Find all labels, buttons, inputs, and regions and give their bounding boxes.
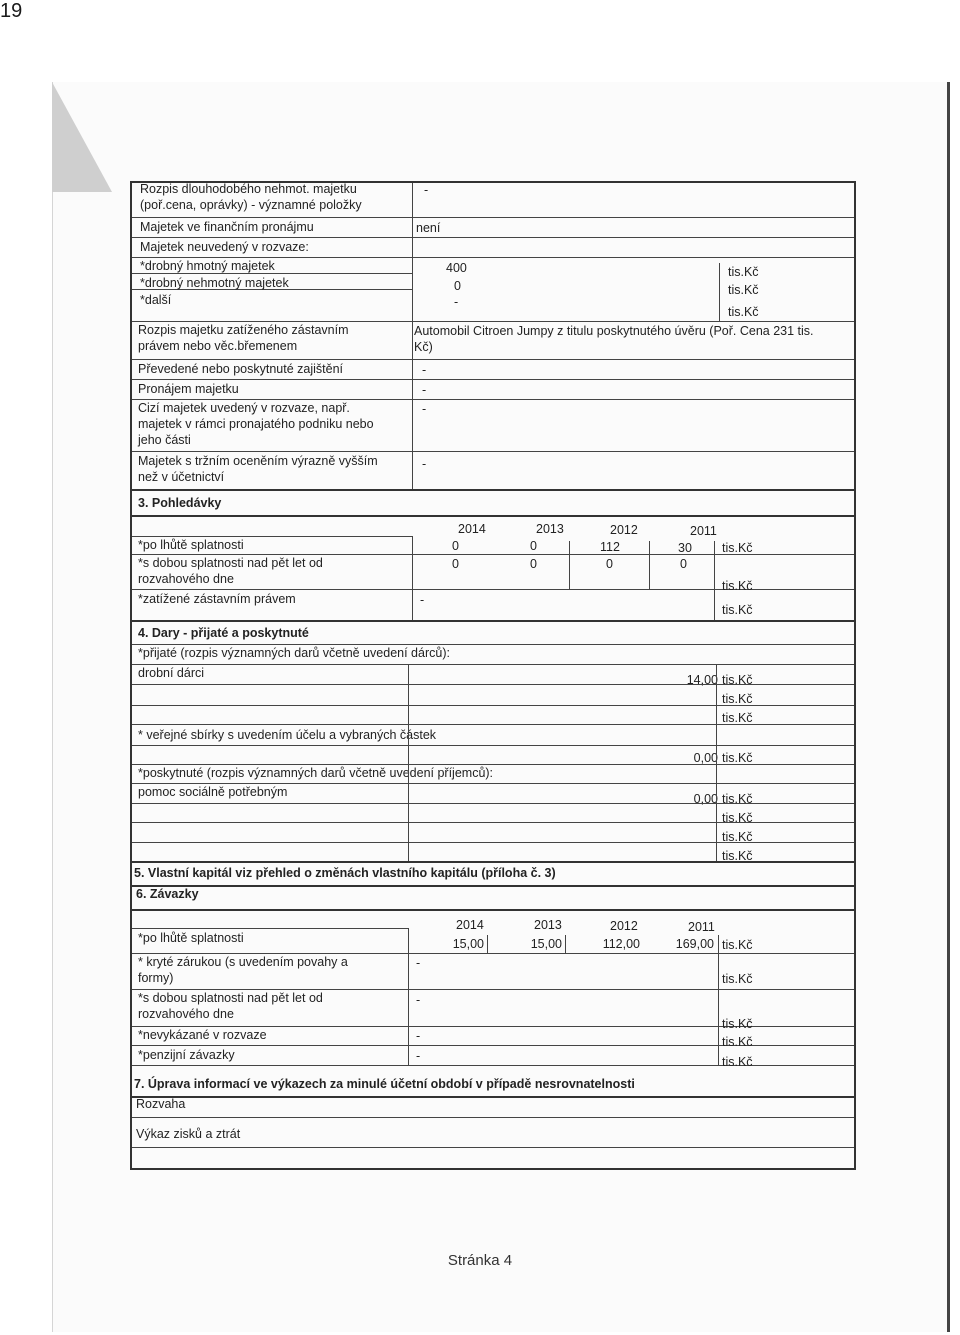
row-off-balance-assets: Majetek neuvedený v rozvaze: <box>140 240 309 254</box>
unit-liabilities-off-balance: tis.Kč <box>722 1035 753 1049</box>
row-small-donors: drobní dárci <box>138 666 205 680</box>
value-foreign-assets: - <box>422 402 427 416</box>
row-pension-liabilities: *penzijní závazky <box>138 1048 235 1062</box>
row-liabilities-guaranteed-line2: formy) <box>138 971 174 985</box>
unit-receivables-long-term: tis.Kč <box>722 579 753 593</box>
row-financial-lease: Majetek ve finančním pronájmu <box>140 220 314 234</box>
row-foreign-assets-line2: majetek v rámci pronajatého podniku nebo <box>138 417 374 431</box>
unit-liabilities-overdue: tis.Kč <box>722 938 753 952</box>
liabilities-overdue-2014: 15,00 <box>452 937 484 951</box>
unit-gifts-empty-3: tis.Kč <box>722 811 753 825</box>
liabilities-overdue-2012: 112,00 <box>602 937 640 951</box>
row-liabilities-overdue: *po lhůtě splatnosti <box>138 931 244 945</box>
row-liabilities-guaranteed-line1: * kryté zárukou (s uvedením povahy a <box>138 955 348 969</box>
liabilities-overdue-2013: 15,00 <box>530 937 562 951</box>
unit-small-donors: tis.Kč <box>722 673 753 687</box>
receivables-year-2013: 2013 <box>536 522 564 536</box>
unit-small-intangible: tis.Kč <box>728 283 759 297</box>
receivables-overdue-2011: 30 <box>678 541 692 555</box>
value-intangible-assets: - <box>424 183 429 197</box>
receivables-long-term-2013: 0 <box>530 557 537 571</box>
row-receivables-long-term-line2: rozvahového dne <box>138 572 234 586</box>
unit-gifts-empty-2: tis.Kč <box>722 711 753 725</box>
row-liabilities-long-term-line2: rozvahového dne <box>138 1007 234 1021</box>
row-market-value-line1: Majetek s tržním oceněním výrazně vyšším <box>138 454 378 468</box>
value-other: - <box>454 295 459 309</box>
row-transferred-security: Převedené nebo poskytnuté zajištění <box>138 362 343 376</box>
row-receivables-overdue: *po lhůtě splatnosti <box>138 538 244 552</box>
row-intangible-assets-line2: (poř.cena, oprávky) - významné položky <box>140 198 362 212</box>
row-market-value-line2: než v účetnictví <box>138 470 225 484</box>
value-social-aid: 0,00 <box>693 792 718 806</box>
value-market-value: - <box>422 457 427 471</box>
value-transferred-security: - <box>422 363 427 377</box>
receivables-overdue-2013: 0 <box>530 539 537 553</box>
value-small-tangible: 400 <box>446 261 467 275</box>
row-gifts-given: *poskytnuté (rozpis významných darů včetně uvedení příjemců): <box>138 766 494 780</box>
heading-liabilities: 6. Závazky <box>136 887 199 901</box>
row-liabilities-off-balance: *nevykázané v rozvaze <box>138 1028 267 1042</box>
value-public-collections: 0,00 <box>693 751 718 765</box>
liabilities-overdue-2011: 169,00 <box>675 937 714 951</box>
page-fold-shadow <box>52 82 112 192</box>
value-pledged-assets-line2: Kč) <box>414 340 433 354</box>
liabilities-year-2011: 2011 <box>688 920 715 934</box>
page-footer: Stránka 4 <box>447 1252 513 1269</box>
row-intangible-assets-line1: Rozpis dlouhodobého nehmot. majetku <box>140 182 357 196</box>
receivables-overdue-2014: 0 <box>452 539 459 553</box>
row-small-tangible: *drobný hmotný majetek <box>140 259 275 273</box>
row-other: *další <box>140 293 172 307</box>
row-social-aid: pomoc sociálně potřebným <box>138 785 288 799</box>
value-pension-liabilities: - <box>416 1049 421 1063</box>
unit-gifts-empty-1: tis.Kč <box>722 692 753 706</box>
row-liabilities-long-term-line1: *s dobou splatnosti nad pět let od <box>138 991 323 1005</box>
receivables-overdue-2012: 112 <box>600 540 620 554</box>
unit-liabilities-long-term: tis.Kč <box>722 1017 753 1031</box>
heading-receivables: 3. Pohledávky <box>138 496 222 510</box>
notes-table <box>130 181 856 1170</box>
value-liabilities-guaranteed: - <box>416 956 421 970</box>
unit-small-tangible: tis.Kč <box>728 265 759 279</box>
unit-public-collections: tis.Kč <box>722 751 753 765</box>
unit-receivables-pledged: tis.Kč <box>722 603 753 617</box>
value-liabilities-off-balance: - <box>416 1029 421 1043</box>
row-receivables-pledged: *zatížené zástavním právem <box>138 592 296 606</box>
receivables-long-term-2012: 0 <box>606 557 613 571</box>
heading-equity: 5. Vlastní kapitál viz přehled o změnách vlastního kapitálu (příloha č. 3) <box>134 866 556 880</box>
value-small-intangible: 0 <box>454 279 461 293</box>
unit-other: tis.Kč <box>728 305 759 319</box>
row-small-intangible: *drobný nehmotný majetek <box>140 276 289 290</box>
row-pledged-assets-line1: Rozpis majetku zatíženého zástavním <box>138 323 349 337</box>
receivables-year-2014: 2014 <box>458 522 486 536</box>
row-gifts-received: *přijaté (rozpis významných darů včetně uvedení dárců): <box>138 646 450 660</box>
receivables-year-2012: 2012 <box>610 523 638 537</box>
unit-receivables-overdue: tis.Kč <box>722 541 753 555</box>
liabilities-year-2012: 2012 <box>610 919 638 933</box>
row-asset-lease: Pronájem majetku <box>138 382 239 396</box>
row-receivables-long-term-line1: *s dobou splatnosti nad pět let od <box>138 556 323 570</box>
row-foreign-assets-line3: jeho části <box>138 433 191 447</box>
heading-gifts: 4. Dary - přijaté a poskytnuté <box>138 626 309 640</box>
liabilities-year-2014: 2014 <box>456 918 484 932</box>
value-financial-lease: není <box>416 221 441 235</box>
receivables-long-term-2011: 0 <box>680 557 687 571</box>
receivables-year-2011: 2011 <box>690 524 717 538</box>
unit-gifts-empty-5: tis.Kč <box>722 849 753 863</box>
heading-adjustments: 7. Úprava informací ve výkazech za minulé účetní období v případě nesrovnatelnosti <box>134 1077 635 1091</box>
unit-liabilities-guaranteed: tis.Kč <box>722 972 753 986</box>
page-number: 19 <box>0 0 23 22</box>
row-pledged-assets-line2: právem nebo věc.břemenem <box>138 339 298 353</box>
row-public-collections: * veřejné sbírky s uvedením účelu a vybraných částek <box>138 728 437 742</box>
liabilities-year-2013: 2013 <box>534 918 562 932</box>
receivables-long-term-2014: 0 <box>452 557 459 571</box>
value-asset-lease: - <box>422 383 427 397</box>
row-balance-sheet: Rozvaha <box>136 1097 186 1111</box>
unit-pension-liabilities: tis.Kč <box>722 1055 753 1069</box>
row-profit-loss: Výkaz zisků a ztrát <box>136 1127 241 1141</box>
row-foreign-assets-line1: Cizí majetek uvedený v rozvaze, např. <box>138 401 350 415</box>
unit-social-aid: tis.Kč <box>722 792 753 806</box>
value-small-donors: 14,00 <box>686 673 718 687</box>
value-pledged-assets-line1: Automobil Citroen Jumpy z titulu poskytnutého úvěru (Poř. Cena 231 tis. <box>414 324 814 338</box>
value-receivables-pledged: - <box>420 593 425 607</box>
unit-gifts-empty-4: tis.Kč <box>722 830 753 844</box>
value-liabilities-long-term: - <box>416 993 421 1007</box>
